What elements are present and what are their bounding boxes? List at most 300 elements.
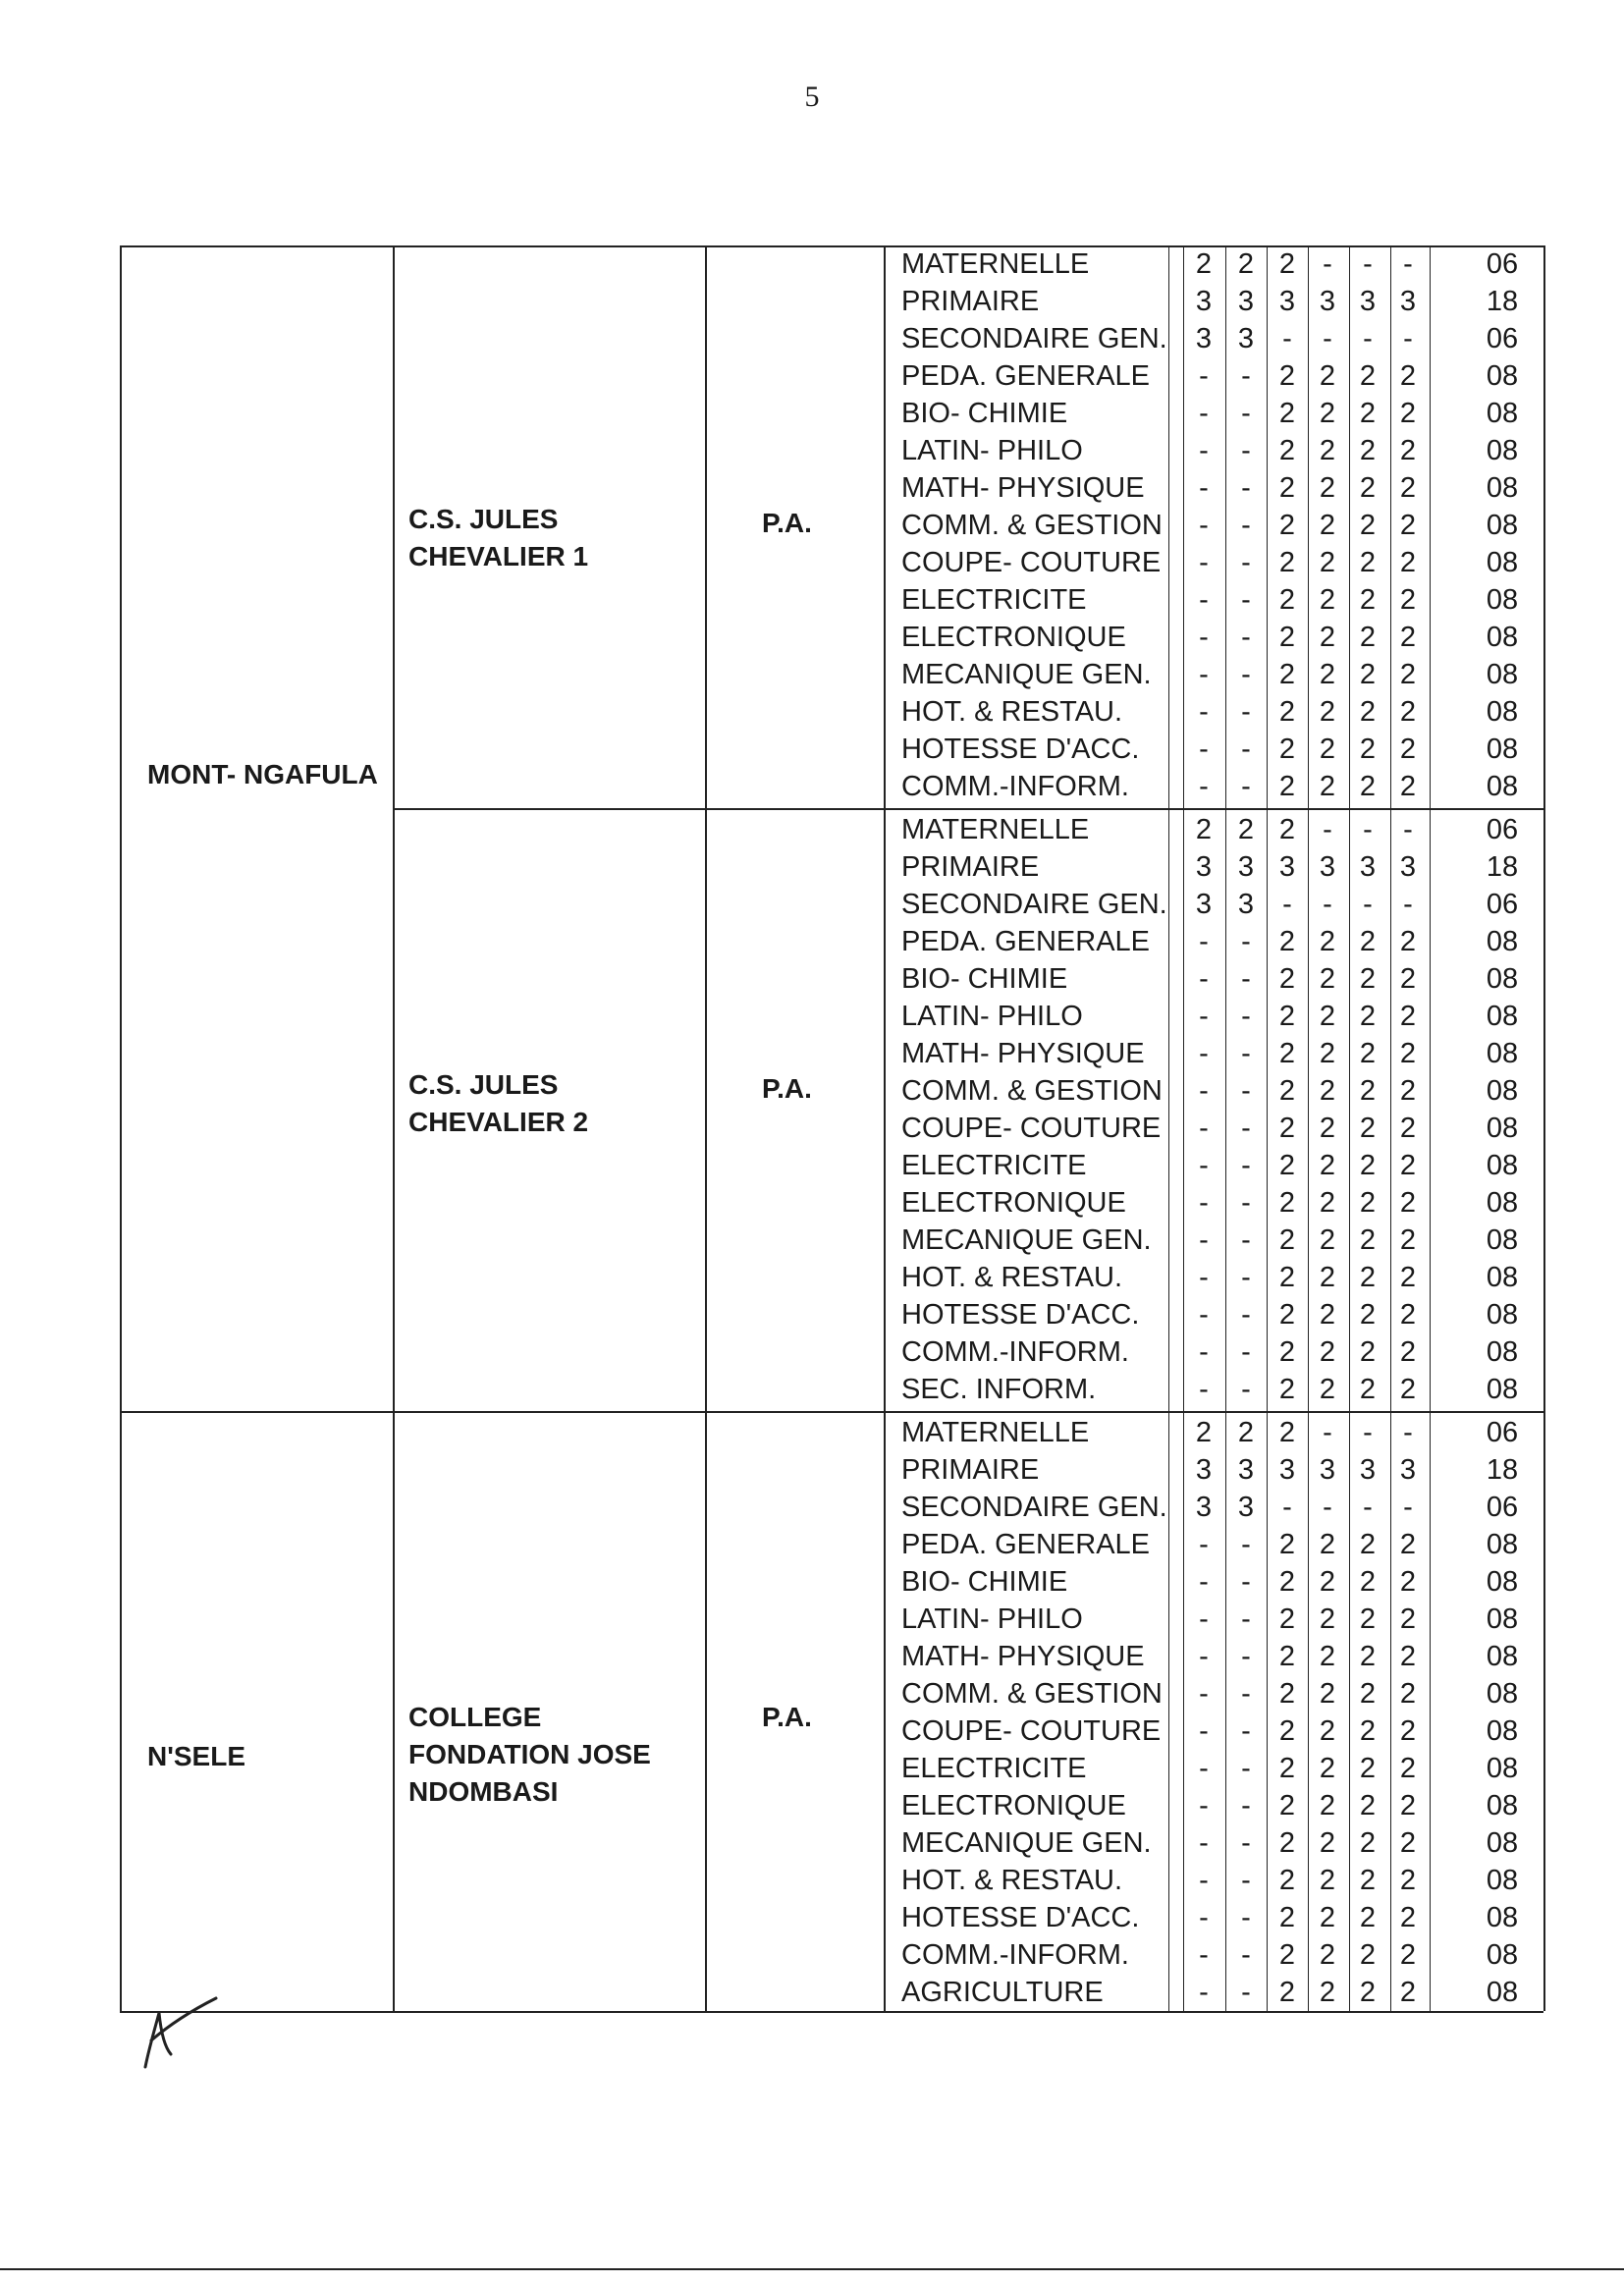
option-label: BIO- CHIMIE [901,1566,1068,1598]
option-label: AGRICULTURE [901,1977,1104,2008]
class-count: - [1282,323,1292,354]
class-count: 2 [1359,1939,1377,1971]
option-label: ELECTRICITE [901,584,1087,616]
option-label: COMM.-INFORM. [901,1336,1129,1368]
class-count: 2 [1359,1224,1377,1256]
total-count: 08 [1486,1001,1519,1032]
class-count: - [1241,1336,1251,1368]
class-count: 3 [1399,1454,1417,1486]
table-row [0,1184,1624,1222]
total-count: 06 [1486,1417,1519,1448]
class-count: 2 [1359,1075,1377,1107]
footer-rule [0,2268,1624,2270]
class-count: 2 [1319,1038,1336,1069]
class-count: - [1199,1939,1209,1971]
class-count: 2 [1319,771,1336,802]
class-count: 2 [1237,1417,1255,1448]
class-count: 2 [1319,622,1336,653]
class-count: 2 [1278,622,1296,653]
class-count: 2 [1399,926,1417,957]
class-count: 2 [1399,510,1417,541]
class-count: 2 [1359,1902,1377,1933]
class-count: - [1241,1529,1251,1560]
class-count: - [1403,248,1413,280]
class-count: 2 [1319,1827,1336,1859]
class-count: 3 [1237,1492,1255,1523]
total-count: 08 [1486,1715,1519,1747]
class-count: - [1403,814,1413,845]
total-count: 08 [1486,1262,1519,1293]
class-count: 3 [1237,1454,1255,1486]
class-count: - [1199,1187,1209,1219]
class-count: - [1403,1417,1413,1448]
total-count: 08 [1486,1299,1519,1331]
option-label: COMM.-INFORM. [901,771,1129,802]
class-count: - [1199,1715,1209,1747]
class-count: 2 [1278,1417,1296,1448]
option-label: MATERNELLE [901,248,1090,280]
class-count: - [1199,1753,1209,1784]
class-count: 2 [1319,1902,1336,1933]
class-count: 2 [1278,1187,1296,1219]
class-count: - [1199,771,1209,802]
class-count: - [1199,398,1209,429]
regime: P.A. [762,508,812,538]
table-row [0,507,1624,544]
table-row [0,1489,1624,1526]
class-count: 2 [1237,814,1255,845]
class-count: - [1363,1417,1373,1448]
class-count: - [1241,1150,1251,1181]
table-row [0,1899,1624,1936]
class-count: 2 [1399,696,1417,728]
class-count: - [1199,547,1209,578]
class-count: - [1241,696,1251,728]
class-count: 2 [1399,1678,1417,1710]
class-count: - [1323,1492,1332,1523]
class-count: 2 [1359,659,1377,690]
total-count: 08 [1486,1224,1519,1256]
total-count: 08 [1486,1977,1519,2008]
class-count: 2 [1278,1224,1296,1256]
class-count: - [1199,1678,1209,1710]
class-count: - [1363,889,1373,920]
class-count: - [1241,398,1251,429]
class-count: 2 [1319,926,1336,957]
table-row [0,811,1624,848]
class-count: 2 [1359,1150,1377,1181]
total-count: 08 [1486,1678,1519,1710]
class-count: - [1241,622,1251,653]
total-count: 08 [1486,771,1519,802]
class-count: - [1199,1038,1209,1069]
class-count: 2 [1399,1566,1417,1598]
table-bottom-rule [120,2011,1543,2013]
class-count: 2 [1195,248,1213,280]
class-count: 2 [1399,771,1417,802]
block-separator-rule [120,1411,1543,1413]
class-count: 2 [1319,1604,1336,1635]
class-count: 2 [1319,1753,1336,1784]
total-count: 08 [1486,1939,1519,1971]
class-count: 2 [1359,926,1377,957]
class-count: 2 [1278,734,1296,765]
class-count: 2 [1359,963,1377,995]
class-count: - [1199,1075,1209,1107]
class-count: - [1282,889,1292,920]
table-row [0,1147,1624,1184]
regime: P.A. [762,1702,812,1732]
class-count: - [1199,1865,1209,1896]
class-count: 3 [1237,851,1255,883]
class-count: 3 [1237,286,1255,317]
total-count: 06 [1486,248,1519,280]
class-count: 2 [1278,1977,1296,2008]
class-count: - [1199,1566,1209,1598]
option-label: COMM. & GESTION [901,510,1163,541]
option-label: COUPE- COUTURE [901,1113,1162,1144]
class-count: - [1403,323,1413,354]
total-count: 08 [1486,1529,1519,1560]
total-count: 08 [1486,1075,1519,1107]
table-row [0,1072,1624,1110]
class-count: - [1199,1262,1209,1293]
option-label: PRIMAIRE [901,851,1040,883]
total-count: 06 [1486,323,1519,354]
class-count: - [1241,1038,1251,1069]
class-count: 2 [1399,1939,1417,1971]
option-label: HOT. & RESTAU. [901,1865,1123,1896]
school-name-line: NDOMBASI [408,1776,559,1807]
option-label: BIO- CHIMIE [901,963,1068,995]
class-count: 2 [1359,1827,1377,1859]
class-count: 2 [1278,1715,1296,1747]
class-count: 2 [1399,1641,1417,1672]
table-row [0,544,1624,581]
class-count: - [1199,1001,1209,1032]
signature-mark [137,1993,226,2072]
class-count: 2 [1399,1038,1417,1069]
class-count: 2 [1278,1641,1296,1672]
table-row [0,1638,1624,1675]
class-count: - [1241,1827,1251,1859]
class-count: 2 [1278,1566,1296,1598]
class-count: 2 [1399,622,1417,653]
class-count: - [1241,472,1251,504]
class-count: 2 [1359,1262,1377,1293]
option-label: COUPE- COUTURE [901,547,1162,578]
class-count: 2 [1319,1715,1336,1747]
class-count: 2 [1319,659,1336,690]
class-count: 2 [1278,814,1296,845]
class-count: 3 [1399,851,1417,883]
option-label: MATERNELLE [901,1417,1090,1448]
commune-name: N'SELE [147,1741,246,1771]
column-rule [705,245,707,2011]
total-count: 08 [1486,1187,1519,1219]
class-count: 2 [1278,1939,1296,1971]
option-label: HOTESSE D'ACC. [901,1299,1140,1331]
class-count: 2 [1278,963,1296,995]
option-label: ELECTRONIQUE [901,1187,1126,1219]
school-name-line: CHEVALIER 1 [408,541,589,571]
class-count: 2 [1319,1977,1336,2008]
total-count: 18 [1486,851,1519,883]
total-count: 08 [1486,1902,1519,1933]
total-count: 18 [1486,1454,1519,1486]
class-count: - [1199,1150,1209,1181]
class-count: - [1241,1902,1251,1933]
class-count: - [1241,1224,1251,1256]
class-count: - [1199,1529,1209,1560]
class-count: 2 [1359,1187,1377,1219]
class-count: - [1323,814,1332,845]
class-count: 2 [1195,1417,1213,1448]
class-count: 2 [1278,1336,1296,1368]
class-count: - [1199,1902,1209,1933]
table-row [0,357,1624,395]
class-count: - [1199,659,1209,690]
class-count: - [1199,1827,1209,1859]
option-label: PRIMAIRE [901,286,1040,317]
total-count: 08 [1486,734,1519,765]
class-count: 2 [1278,1038,1296,1069]
class-count: 2 [1278,1790,1296,1821]
class-count: 3 [1195,1492,1213,1523]
class-count: 2 [1319,1224,1336,1256]
class-count: - [1241,1262,1251,1293]
total-count: 08 [1486,1374,1519,1405]
table-row [0,395,1624,432]
class-count: 2 [1399,963,1417,995]
class-count: - [1323,323,1332,354]
table-row [0,1414,1624,1451]
table-row [0,693,1624,731]
class-count: - [1241,926,1251,957]
class-count: - [1241,1865,1251,1896]
table-row [0,1936,1624,1974]
table-row [0,432,1624,469]
total-count: 08 [1486,547,1519,578]
class-count: 2 [1399,1224,1417,1256]
class-count: 2 [1359,510,1377,541]
total-count: 08 [1486,926,1519,957]
class-count: 2 [1319,1566,1336,1598]
class-count: 2 [1319,1262,1336,1293]
class-count: 2 [1359,1566,1377,1598]
class-count: 2 [1359,1038,1377,1069]
school-name-line: FONDATION JOSE [408,1739,651,1769]
class-count: - [1199,1374,1209,1405]
table-row [0,245,1624,283]
class-count: 2 [1359,1678,1377,1710]
class-count: 2 [1359,622,1377,653]
class-count: 2 [1278,1262,1296,1293]
total-count: 08 [1486,1604,1519,1635]
option-label: COMM. & GESTION [901,1678,1163,1710]
table-row [0,1296,1624,1333]
school-name-line: COLLEGE [408,1702,542,1732]
class-count: 3 [1195,889,1213,920]
class-count: 2 [1359,1113,1377,1144]
table-row [0,1333,1624,1371]
option-label: ELECTRONIQUE [901,622,1126,653]
class-count: 2 [1359,584,1377,616]
table-row [0,1974,1624,2011]
value-column-rule [1308,245,1309,2011]
class-count: 2 [1319,1187,1336,1219]
total-count: 08 [1486,1038,1519,1069]
class-count: - [1199,734,1209,765]
class-count: - [1199,472,1209,504]
class-count: 2 [1359,734,1377,765]
class-count: 2 [1399,1977,1417,2008]
option-label: ELECTRICITE [901,1150,1087,1181]
class-count: 2 [1399,1790,1417,1821]
class-count: - [1323,248,1332,280]
class-count: 2 [1319,398,1336,429]
class-count: 3 [1319,851,1336,883]
total-count: 08 [1486,472,1519,504]
table-row [0,1750,1624,1787]
class-count: 2 [1359,1001,1377,1032]
class-count: - [1241,1678,1251,1710]
table-row [0,1601,1624,1638]
commune-name: MONT- NGAFULA [147,759,378,789]
class-count: - [1241,547,1251,578]
class-count: 2 [1319,1299,1336,1331]
class-count: 3 [1278,286,1296,317]
class-count: 2 [1319,1374,1336,1405]
option-label: PRIMAIRE [901,1454,1040,1486]
class-count: 2 [1278,926,1296,957]
class-count: 2 [1319,1001,1336,1032]
class-count: 2 [1237,248,1255,280]
option-label: ELECTRONIQUE [901,1790,1126,1821]
class-count: 2 [1278,659,1296,690]
total-count: 18 [1486,286,1519,317]
class-count: - [1241,1715,1251,1747]
class-count: 2 [1319,734,1336,765]
option-label: HOT. & RESTAU. [901,696,1123,728]
class-count: 3 [1237,323,1255,354]
class-count: 2 [1399,659,1417,690]
table-row [0,848,1624,886]
option-label: MATH- PHYSIQUE [901,1038,1145,1069]
class-count: 2 [1278,547,1296,578]
class-count: 2 [1359,547,1377,578]
table-row [0,998,1624,1035]
class-count: 2 [1399,1150,1417,1181]
class-count: 2 [1399,1187,1417,1219]
class-count: - [1199,1604,1209,1635]
option-label: PEDA. GENERALE [901,926,1151,957]
class-count: 3 [1195,1454,1213,1486]
class-count: 2 [1359,360,1377,392]
class-count: 2 [1319,963,1336,995]
class-count: - [1241,1753,1251,1784]
option-label: LATIN- PHILO [901,1604,1083,1635]
class-count: 2 [1319,547,1336,578]
table-row [0,1675,1624,1712]
table-row [0,656,1624,693]
class-count: 2 [1399,1715,1417,1747]
option-label: MECANIQUE GEN. [901,1827,1152,1859]
class-count: 3 [1319,1454,1336,1486]
class-count: 3 [1399,286,1417,317]
class-count: - [1199,435,1209,466]
class-count: 2 [1319,584,1336,616]
column-rule [1543,245,1545,2011]
class-count: - [1241,1113,1251,1144]
class-count: 2 [1278,248,1296,280]
table-row [0,731,1624,768]
class-count: - [1199,510,1209,541]
class-count: 3 [1195,851,1213,883]
total-count: 08 [1486,1753,1519,1784]
table-row [0,1712,1624,1750]
class-count: - [1363,814,1373,845]
option-label: COMM. & GESTION [901,1075,1163,1107]
value-column-rule [1390,245,1391,2011]
class-count: - [1199,1113,1209,1144]
class-count: 3 [1278,1454,1296,1486]
class-count: 2 [1359,1790,1377,1821]
page-number: 5 [804,81,820,113]
total-count: 08 [1486,1641,1519,1672]
class-count: 2 [1278,1150,1296,1181]
class-count: 2 [1359,1374,1377,1405]
column-rule [884,245,886,2011]
class-count: - [1363,1492,1373,1523]
option-label: LATIN- PHILO [901,1001,1083,1032]
class-count: 2 [1399,472,1417,504]
class-count: 3 [1359,851,1377,883]
class-count: 3 [1319,286,1336,317]
table-row [0,581,1624,619]
class-count: 2 [1319,360,1336,392]
class-count: 2 [1399,1075,1417,1107]
table-row [0,768,1624,805]
total-count: 08 [1486,1790,1519,1821]
class-count: 2 [1278,696,1296,728]
total-count: 08 [1486,659,1519,690]
option-label: MATERNELLE [901,814,1090,845]
class-count: - [1403,889,1413,920]
class-count: 2 [1278,1678,1296,1710]
class-count: 2 [1278,584,1296,616]
school-name-line: C.S. JULES [408,504,559,534]
class-count: - [1241,1075,1251,1107]
class-count: - [1241,1299,1251,1331]
option-label: COMM.-INFORM. [901,1939,1129,1971]
class-count: 2 [1278,1299,1296,1331]
class-count: 2 [1319,510,1336,541]
class-count: 2 [1278,1075,1296,1107]
class-count: 2 [1399,1902,1417,1933]
class-count: 2 [1359,398,1377,429]
class-count: 2 [1278,1827,1296,1859]
table-row [0,923,1624,960]
class-count: 2 [1399,1001,1417,1032]
total-count: 08 [1486,1336,1519,1368]
table-row [0,619,1624,656]
table-row [0,469,1624,507]
table-row [0,1371,1624,1408]
class-count: 2 [1399,398,1417,429]
value-column-rule [1225,245,1226,2011]
option-label: HOT. & RESTAU. [901,1262,1123,1293]
